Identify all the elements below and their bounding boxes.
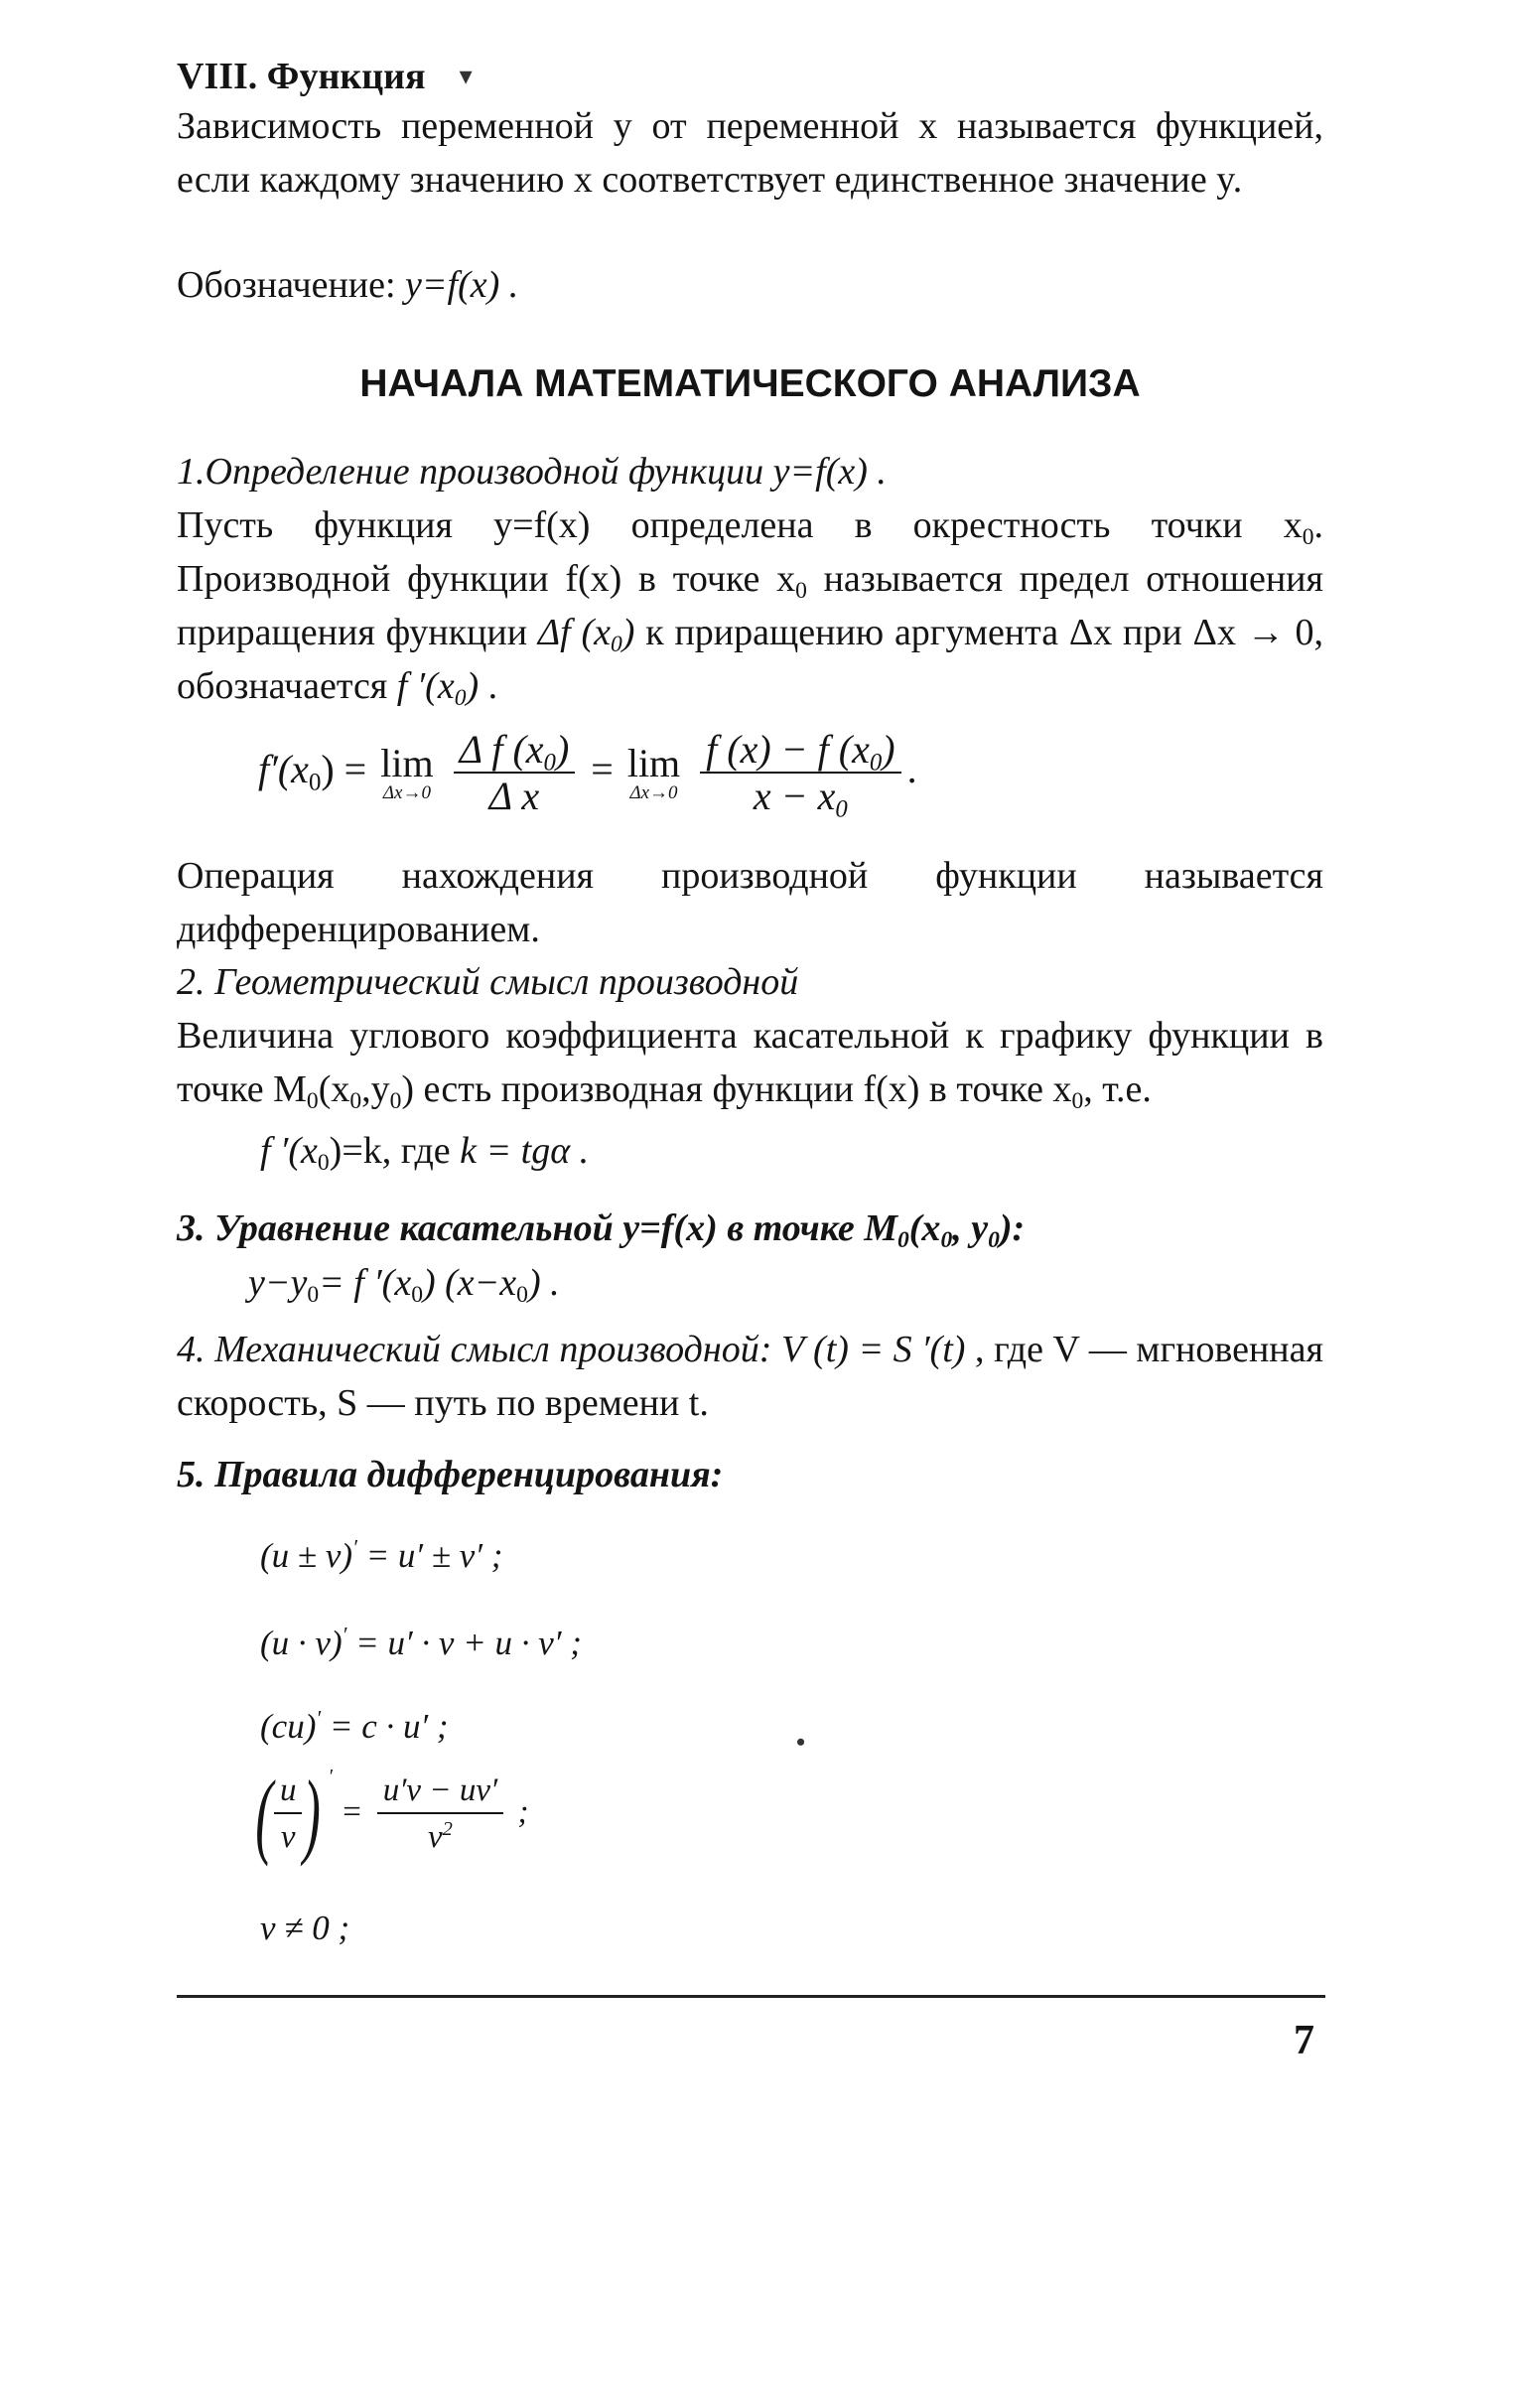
derivative-limit-formula: $f'(x_0) = \lim$ Δx→0 $\frac{\Delta f (x_0)}{\text{Δ x}}$ = lim Δx→0 $\frac{f (x) - f (x_0)}{x - x_0}$ .	[258, 726, 917, 823]
limit-operator-2: lim Δx→0	[626, 740, 681, 803]
derivative-definition-text: Пусть функция y=f(x) определена в окрестность точки $x_0$. Производной функции f(x) в точке $x_0$ называется предел отношения приращения функции Δf $(x_0)$ к приращению аргумента Δx при Δx → 0, обозначается f $'(x_0)$ .	[177, 504, 1323, 712]
footer-rule	[177, 1995, 1325, 1998]
mechanical-meaning: 4. Механический смысл производной: V (t) = S ′(t) , где V — мгновенная скорость, S — путь по времени t.	[177, 1329, 1323, 1424]
rule-quotient-rhs-fraction: $\frac{u'v - uv'}{v^2}$	[377, 1769, 504, 1860]
page-number: 7	[1294, 2018, 1314, 2063]
function-definition: Зависимость переменной y от переменной x называется функцией, если каждому значению x соответствует единственное значение y.	[177, 105, 1323, 201]
speck-mark: ▾	[459, 62, 473, 90]
geometric-meaning-text: Величина углового коэффициента касательной к графику функции в точке $M_0(x_0,y_0)$ есть производная функции f(x) в точке $x_0$, т.е.	[177, 1015, 1323, 1115]
differentiation-rules-title: 5. Правила дифференцирования:	[177, 1454, 724, 1495]
slope-formula: f $'(x_0)=k$, где k = tgα .	[260, 1130, 590, 1177]
limit-operator: lim Δx→0	[380, 740, 434, 803]
main-heading: НАЧАЛА МАТЕМАТИЧЕСКОГО АНАЛИЗА	[359, 362, 1141, 405]
function-notation: Обозначение: y=f(x) .	[177, 264, 519, 306]
difference-quotient-fraction: $\frac{\Delta f (x_0)}{\text{Δ x}}$	[454, 728, 576, 819]
tangent-equation-formula: $y-y_0= f$ $'(x_0)$ $(x-x_0)$ .	[248, 1262, 560, 1309]
derivative-definition-title: 1.Определение производной функции y=f(x) .	[177, 451, 887, 493]
rule-sum: (u ± v)′ = u′ ± v′ ;	[260, 1535, 503, 1575]
tangent-equation-title: 3. Уравнение касательной y=f(x) в точке $M_0(x_0$, $y_0$):	[177, 1207, 1026, 1254]
section-title-function: VIII. Функция ▾	[177, 56, 473, 97]
rule-quotient: ( $\frac{u}{v}$ ) ′ = $\frac{u'v - uv'}{v^2}$ ;	[255, 1761, 529, 1868]
rule-condition: v ≠ 0 ;	[260, 1909, 350, 1947]
geometric-meaning-title: 2. Геометрический смысл производной	[177, 961, 799, 1003]
increment-ratio-fraction: $\frac{f (x) - f (x_0)}{x - x_0}$	[700, 728, 900, 819]
speck-mark-2: •	[796, 1728, 806, 1757]
differentiation-note: Операция нахождения производной функции называется дифференцированием.	[177, 855, 1323, 950]
rule-quotient-lhs-fraction: $\frac{u}{v}$	[274, 1769, 303, 1860]
rule-constant: (cu)′ = c · u′ ;	[260, 1706, 449, 1746]
rule-product: (u · v)′ = u′ · v + u · v′ ;	[260, 1623, 582, 1662]
